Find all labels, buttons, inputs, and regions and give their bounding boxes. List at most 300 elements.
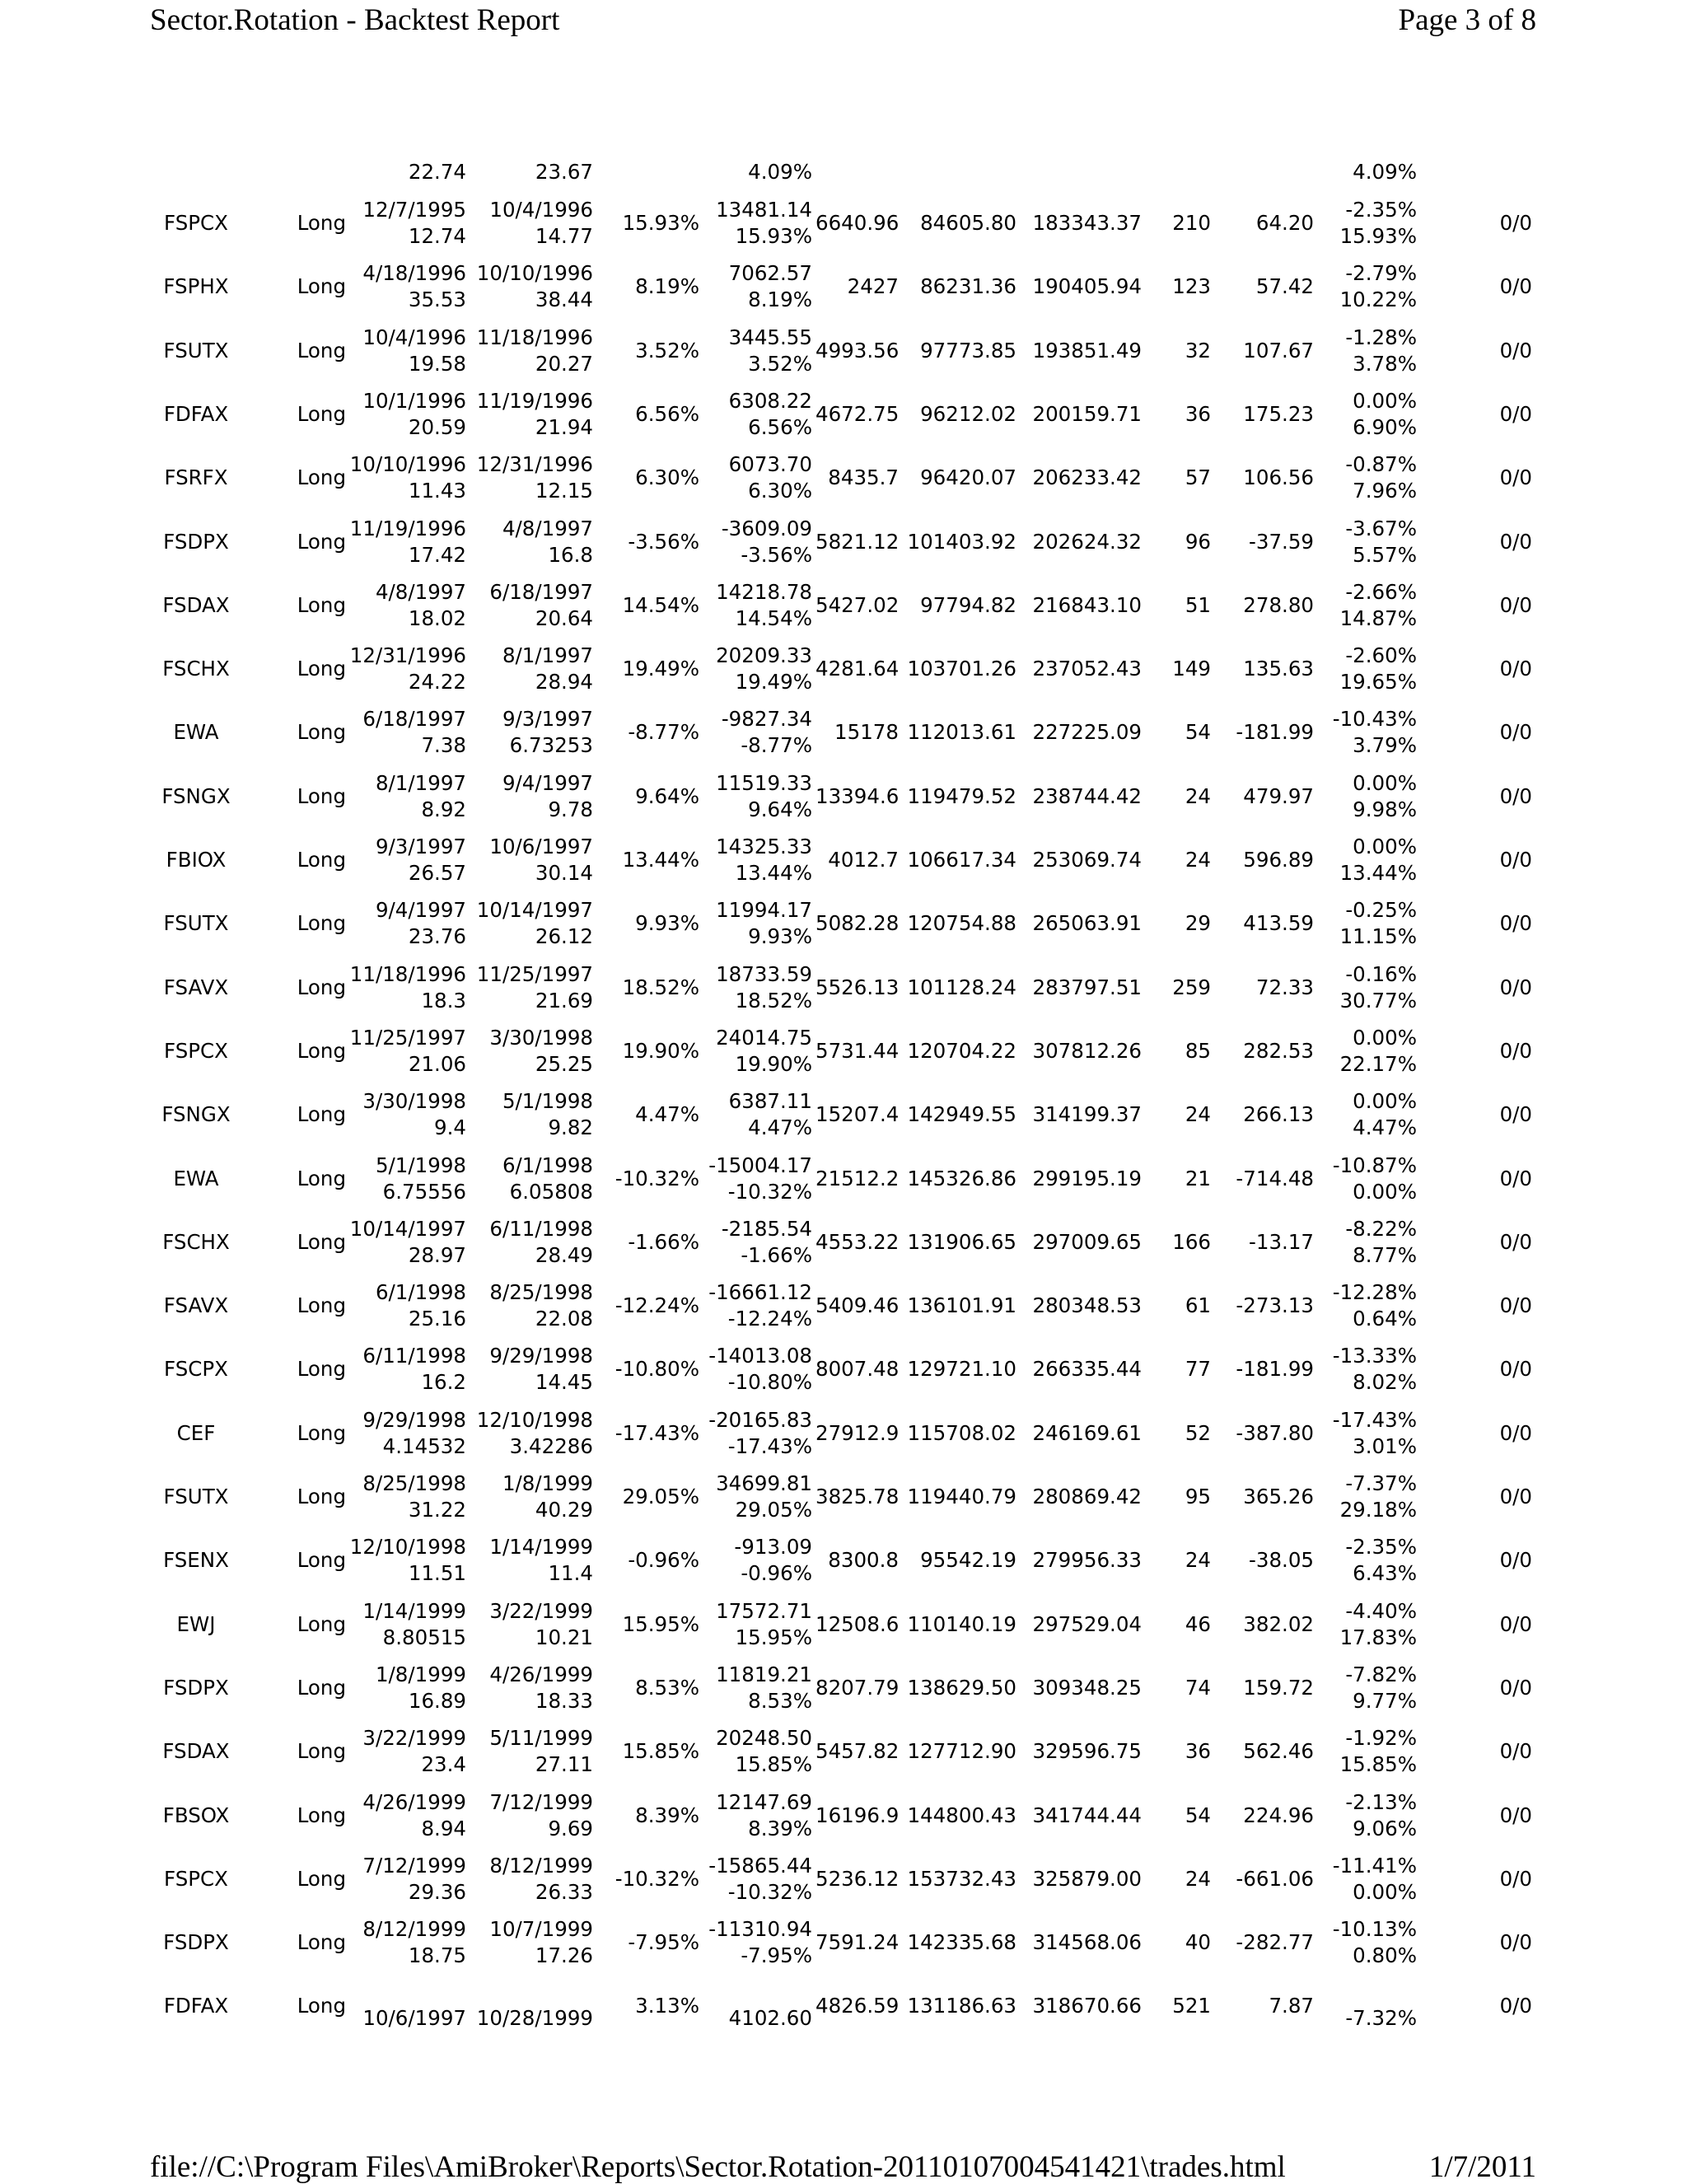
- entry-price: 21.06: [408, 1051, 466, 1076]
- exit-date: 4/8/1997: [502, 516, 593, 540]
- profit-pct: 15.93%: [735, 224, 812, 248]
- mae: -1.28%: [1345, 325, 1417, 349]
- equity-value: 202624.32: [1032, 529, 1142, 554]
- exit-price: 12.15: [535, 479, 593, 503]
- profit: -14013.08: [708, 1344, 812, 1368]
- bars-held: 77: [1185, 1357, 1211, 1382]
- exit-cell: [470, 446, 593, 510]
- entry-price: 20.59: [408, 414, 466, 439]
- profit-cell: [692, 1592, 812, 1657]
- entry-cell: [346, 828, 466, 892]
- bars-held: 54: [1185, 1803, 1211, 1827]
- exit-date: 8/1/1997: [502, 643, 593, 668]
- position-value: 5821.12: [815, 529, 900, 554]
- profit-per-bar: -181.99: [1236, 1357, 1314, 1382]
- cumulative-profit: 110140.19: [907, 1611, 1016, 1636]
- trade-type: Long: [297, 592, 346, 617]
- cumulative-profit: 95542.19: [920, 1548, 1016, 1573]
- scale-in-out: 0/0: [1499, 720, 1532, 745]
- entry-price: 4.14532: [382, 1433, 466, 1458]
- profit: 17572.71: [716, 1598, 812, 1623]
- symbol-cell: FBIOX: [166, 848, 227, 872]
- profit-pct: 8.39%: [748, 1816, 812, 1840]
- mae: -11.41%: [1332, 1853, 1417, 1878]
- bars-held: 61: [1185, 1293, 1211, 1318]
- entry-price: 11.43: [408, 479, 466, 503]
- exit-price: 9.82: [548, 1115, 593, 1140]
- bars-held: 46: [1185, 1611, 1211, 1636]
- mae: -8.22%: [1345, 1216, 1417, 1241]
- bars-held: 52: [1185, 1420, 1211, 1445]
- profit: 12147.69: [716, 1789, 812, 1814]
- equity-value: 307812.26: [1032, 1038, 1142, 1063]
- exit-date: 9/29/1998: [489, 1344, 593, 1368]
- mfe: 6.90%: [1353, 414, 1417, 439]
- cumulative-profit: 106617.34: [907, 848, 1016, 872]
- profit-per-bar: -661.06: [1236, 1866, 1314, 1891]
- entry-cell: [346, 382, 466, 447]
- trade-row: [0, 1592, 1687, 1657]
- scale-in-out: 0/0: [1499, 1994, 1532, 2018]
- profit: -11310.94: [708, 1917, 812, 1942]
- trade-type: Long: [297, 1739, 346, 1764]
- equity-value: 266335.44: [1032, 1357, 1142, 1382]
- entry-cell: [346, 891, 466, 956]
- scale-in-out: 0/0: [1499, 592, 1532, 617]
- mfe: 14.87%: [1339, 606, 1417, 630]
- profit: -15865.44: [708, 1853, 812, 1878]
- scale-in-out: 0/0: [1499, 1293, 1532, 1318]
- bars-held: 149: [1172, 657, 1211, 681]
- profit-per-bar: 479.97: [1243, 783, 1314, 808]
- mae-mfe-cell: [1318, 191, 1417, 255]
- mae-mfe-cell: [1318, 1719, 1417, 1784]
- trade-row-partial: [0, 1974, 1687, 2038]
- position-value: 27912.9: [815, 1420, 900, 1445]
- symbol-cell: EWA: [173, 720, 219, 745]
- scale-in-out: 0/0: [1499, 975, 1532, 999]
- mfe: 8.77%: [1353, 1242, 1417, 1267]
- exit-price: 16.8: [548, 542, 593, 567]
- entry-date: 4/8/1997: [375, 579, 466, 604]
- exit-price: 11.4: [548, 1561, 593, 1586]
- profit-pct: -10.32%: [727, 1879, 812, 1904]
- profit-per-bar: 7.87: [1269, 1994, 1314, 2018]
- entry-price: 22.74: [408, 160, 466, 184]
- trade-row: [0, 510, 1687, 574]
- entry-cell: [346, 1528, 466, 1592]
- change-percent: 3.13%: [635, 1994, 699, 2018]
- trade-type: Long: [297, 1675, 346, 1700]
- trade-row: [0, 700, 1687, 765]
- scale-in-out: 0/0: [1499, 657, 1532, 681]
- mfe: 19.65%: [1339, 670, 1417, 694]
- mae: -7.32%: [1345, 2006, 1417, 2031]
- profit-per-bar: -13.17: [1249, 1229, 1314, 1254]
- mae: -12.28%: [1332, 1280, 1417, 1305]
- profit-pct: 6.30%: [748, 479, 812, 503]
- mae: 0.00%: [1353, 770, 1417, 795]
- profit-cell: [692, 255, 812, 319]
- profit-per-bar: 106.56: [1243, 465, 1314, 490]
- change-percent: 19.90%: [622, 1038, 699, 1063]
- scale-in-out: 0/0: [1499, 338, 1532, 362]
- trade-row: [0, 891, 1687, 956]
- exit-price: 40.29: [535, 1498, 593, 1522]
- position-value: 4281.64: [815, 657, 900, 681]
- cumulative-profit: 115708.02: [907, 1420, 1016, 1445]
- profit-pct: 19.49%: [735, 670, 812, 694]
- exit-price: 14.77: [535, 224, 593, 248]
- mae: -0.87%: [1345, 452, 1417, 477]
- mfe: 22.17%: [1339, 1051, 1417, 1076]
- profit-per-bar: 135.63: [1243, 657, 1314, 681]
- exit-cell: [470, 1528, 593, 1592]
- profit-cell: [692, 1784, 812, 1848]
- mae: -2.35%: [1345, 198, 1417, 222]
- entry-date: 12/10/1998: [349, 1535, 466, 1560]
- entry-date: 3/22/1999: [362, 1726, 466, 1751]
- trade-type: Long: [297, 1357, 346, 1382]
- mfe: 0.00%: [1353, 1879, 1417, 1904]
- equity-value: 237052.43: [1032, 657, 1142, 681]
- scale-in-out: 0/0: [1499, 1357, 1532, 1382]
- scale-in-out: 0/0: [1499, 401, 1532, 426]
- equity-value: 183343.37: [1032, 211, 1142, 235]
- profit-pct: -17.43%: [727, 1433, 812, 1458]
- position-value: 3825.78: [815, 1485, 900, 1508]
- symbol-cell: FSNGX: [161, 1102, 231, 1127]
- mae-mfe-cell: [1318, 510, 1417, 574]
- cumulative-profit: 129721.10: [907, 1357, 1016, 1382]
- entry-date: 12/7/1995: [362, 198, 466, 222]
- mae: 0.00%: [1353, 388, 1417, 413]
- exit-price: 9.78: [548, 797, 593, 821]
- position-value: 5409.46: [815, 1293, 900, 1318]
- mae-mfe-cell: [1318, 382, 1417, 447]
- trade-type: Long: [297, 1611, 346, 1636]
- equity-value: 283797.51: [1032, 975, 1142, 999]
- exit-date: 6/11/1998: [489, 1216, 593, 1241]
- mfe: 9.77%: [1353, 1688, 1417, 1713]
- change-percent: -12.24%: [615, 1293, 699, 1318]
- cumulative-profit: 101403.92: [907, 529, 1016, 554]
- trade-row: [0, 1147, 1687, 1211]
- trade-type: Long: [297, 1229, 346, 1254]
- entry-date: 6/18/1997: [362, 707, 466, 732]
- entry-price: 9.4: [434, 1115, 466, 1140]
- exit-date: 9/3/1997: [502, 707, 593, 732]
- mae: -17.43%: [1332, 1407, 1417, 1432]
- cumulative-profit: 86231.36: [920, 274, 1016, 299]
- profit-per-bar: -282.77: [1236, 1930, 1314, 1955]
- trade-row: [0, 828, 1687, 892]
- position-value: 4012.7: [828, 848, 899, 872]
- profit-cell: [692, 1401, 812, 1466]
- mfe: 0.00%: [1353, 1179, 1417, 1204]
- trade-type: Long: [297, 1994, 346, 2018]
- exit-cell: [470, 573, 593, 638]
- change-percent: -1.66%: [628, 1229, 699, 1254]
- mae: -10.87%: [1332, 1153, 1417, 1177]
- exit-date: 4/26/1999: [489, 1662, 593, 1686]
- trade-row: [0, 446, 1687, 510]
- cumulative-profit: 97794.82: [920, 592, 1016, 617]
- profit-pct: -1.66%: [741, 1242, 812, 1267]
- cumulative-profit: 103701.26: [907, 657, 1016, 681]
- profit-per-bar: 159.72: [1243, 1675, 1314, 1700]
- profit-cell: [692, 1083, 812, 1147]
- profit: 11819.21: [716, 1662, 812, 1686]
- entry-cell: [346, 191, 466, 255]
- bars-held: 57: [1185, 465, 1211, 490]
- change-percent: 8.53%: [635, 1675, 699, 1700]
- mae-mfe-cell: [1318, 1592, 1417, 1657]
- position-value: 4826.59: [815, 1994, 900, 2018]
- profit-per-bar: 282.53: [1243, 1038, 1314, 1063]
- exit-price: 23.67: [535, 160, 593, 184]
- symbol-cell: FSUTX: [163, 1485, 229, 1508]
- position-value: 12508.6: [815, 1611, 900, 1636]
- profit-pct: -10.80%: [727, 1370, 812, 1395]
- cumulative-profit: 145326.86: [907, 1166, 1016, 1190]
- mfe: 9.98%: [1353, 797, 1417, 821]
- change-percent: -10.32%: [615, 1866, 699, 1891]
- mae-mfe-cell: [1318, 1847, 1417, 1911]
- symbol-cell: FSCHX: [162, 657, 230, 681]
- equity-value: 297529.04: [1032, 1611, 1142, 1636]
- bars-held: 32: [1185, 338, 1211, 362]
- mae: -1.92%: [1345, 1726, 1417, 1751]
- mfe: 15.85%: [1339, 1752, 1417, 1777]
- profit-pct: 14.54%: [735, 606, 812, 630]
- trade-row: [0, 956, 1687, 1020]
- mae: -2.35%: [1345, 1535, 1417, 1560]
- exit-cell: [470, 1274, 593, 1338]
- equity-value: 190405.94: [1032, 274, 1142, 299]
- exit-cell: [470, 1147, 593, 1211]
- profit-per-bar: 175.23: [1243, 401, 1314, 426]
- change-percent: 18.52%: [622, 975, 699, 999]
- position-value: 4993.56: [815, 338, 900, 362]
- entry-date: 9/4/1997: [375, 898, 466, 923]
- scale-in-out: 0/0: [1499, 1166, 1532, 1190]
- mae-mfe-cell: [1318, 1083, 1417, 1147]
- symbol-cell: FSDAX: [162, 592, 230, 617]
- exit-price: 38.44: [535, 288, 593, 312]
- scale-in-out: 0/0: [1499, 1803, 1532, 1827]
- position-value: 5731.44: [815, 1038, 900, 1063]
- mae-mfe-cell: [1318, 1784, 1417, 1848]
- trade-type: Long: [297, 975, 346, 999]
- symbol-cell: FSDAX: [162, 1739, 230, 1764]
- exit-cell: [470, 1592, 593, 1657]
- change-percent: -7.95%: [628, 1930, 699, 1955]
- profit-pct: 9.93%: [748, 924, 812, 949]
- profit-cell: [692, 637, 812, 701]
- equity-value: 325879.00: [1032, 1866, 1142, 1891]
- profit: 4102.60: [728, 2006, 812, 2031]
- scale-in-out: 0/0: [1499, 211, 1532, 235]
- change-percent: 14.54%: [622, 592, 699, 617]
- entry-date: 10/14/1997: [349, 1216, 466, 1241]
- scale-in-out: 0/0: [1499, 274, 1532, 299]
- trade-row: [0, 319, 1687, 383]
- profit-pct: -8.77%: [741, 733, 812, 758]
- mae-mfe-cell: [1318, 637, 1417, 701]
- exit-date: 9/4/1997: [502, 770, 593, 795]
- scale-in-out: 0/0: [1499, 783, 1532, 808]
- mae-mfe-cell: [1318, 956, 1417, 1020]
- scale-in-out: 0/0: [1499, 1038, 1532, 1063]
- print-date: 1/7/2011: [1428, 2150, 1536, 2184]
- mae-mfe-cell: [1318, 765, 1417, 829]
- exit-price: 22.08: [535, 1307, 593, 1331]
- cumulative-profit: 101128.24: [907, 975, 1016, 999]
- trade-row: [0, 637, 1687, 701]
- profit: 20248.50: [716, 1726, 812, 1751]
- symbol-cell: FSENX: [163, 1548, 229, 1573]
- profit-pct: -12.24%: [727, 1307, 812, 1331]
- exit-date: 7/12/1999: [489, 1789, 593, 1814]
- change-percent: -10.80%: [615, 1357, 699, 1382]
- position-value: 8435.7: [828, 465, 899, 490]
- mfe: 29.18%: [1339, 1498, 1417, 1522]
- entry-price: 31.22: [408, 1498, 466, 1522]
- scale-in-out: 0/0: [1499, 1102, 1532, 1127]
- exit-cell: [470, 828, 593, 892]
- symbol-cell: FSDPX: [163, 1930, 229, 1955]
- position-value: 8007.48: [815, 1357, 900, 1382]
- trade-row: [0, 1210, 1687, 1274]
- exit-cell: [470, 700, 593, 765]
- exit-price: 30.14: [535, 861, 593, 885]
- trade-type: Long: [297, 1485, 346, 1508]
- exit-cell: [470, 1784, 593, 1848]
- profit-cell: [692, 1019, 812, 1083]
- bars-held: 259: [1172, 975, 1211, 999]
- scale-in-out: 0/0: [1499, 1548, 1532, 1573]
- mae-mfe-cell: [1318, 1465, 1417, 1529]
- profit: -9827.34: [721, 707, 812, 732]
- mfe: 13.44%: [1339, 861, 1417, 885]
- mae-mfe-cell: [1318, 1401, 1417, 1466]
- bars-held: 54: [1185, 720, 1211, 745]
- exit-cell: [470, 1465, 593, 1529]
- profit-pct: 13.44%: [735, 861, 812, 885]
- exit-date: 10/10/1996: [476, 261, 593, 286]
- position-value: 4672.75: [815, 401, 900, 426]
- profit-cell: [692, 700, 812, 765]
- trade-row: [0, 1083, 1687, 1147]
- entry-date: 6/1/1998: [375, 1280, 466, 1305]
- profit-pct: 6.56%: [748, 414, 812, 439]
- bars-held: 521: [1172, 1994, 1211, 2018]
- profit-per-bar: 278.80: [1243, 592, 1314, 617]
- cumulative-profit: 119440.79: [907, 1485, 1016, 1508]
- profit-per-bar: 107.67: [1243, 338, 1314, 362]
- exit-cell: [470, 319, 593, 383]
- position-value: 15207.4: [815, 1102, 900, 1127]
- change-percent: 15.93%: [622, 211, 699, 235]
- exit-date: 6/1/1998: [502, 1153, 593, 1177]
- trade-type: Long: [297, 338, 346, 362]
- mae-mfe-cell: [1318, 1019, 1417, 1083]
- entry-price: 18.3: [421, 988, 466, 1012]
- mae-mfe-cell: [1318, 828, 1417, 892]
- mae-mfe-cell: [1318, 1656, 1417, 1720]
- profit: -2185.54: [721, 1216, 812, 1241]
- position-value: 16196.9: [815, 1803, 900, 1827]
- exit-cell: [470, 1656, 593, 1720]
- mfe: 30.77%: [1339, 988, 1417, 1012]
- mae: -2.66%: [1345, 579, 1417, 604]
- entry-cell: [346, 319, 466, 383]
- position-value: 2427: [847, 274, 899, 299]
- scale-in-out: 0/0: [1499, 529, 1532, 554]
- entry-price: 28.97: [408, 1242, 466, 1267]
- bars-held: 85: [1185, 1038, 1211, 1063]
- entry-price: 18.02: [408, 606, 466, 630]
- equity-value: 299195.19: [1032, 1166, 1142, 1190]
- change-percent: 6.30%: [635, 465, 699, 490]
- exit-price: 6.73253: [509, 733, 593, 758]
- bars-held: 29: [1185, 911, 1211, 936]
- entry-date: 3/30/1998: [362, 1089, 466, 1114]
- profit-cell: [692, 319, 812, 383]
- profit-pct: -0.96%: [741, 1561, 812, 1586]
- trade-type: Long: [297, 211, 346, 235]
- exit-price: 10.21: [535, 1625, 593, 1649]
- cumulative-profit: 120704.22: [907, 1038, 1016, 1063]
- entry-date: 1/8/1999: [375, 1662, 466, 1686]
- entry-date: 12/31/1996: [349, 643, 466, 668]
- cumulative-profit: 142335.68: [907, 1930, 1016, 1955]
- profit-per-bar: 365.26: [1243, 1485, 1314, 1508]
- trade-type: Long: [297, 1102, 346, 1127]
- scale-in-out: 0/0: [1499, 1739, 1532, 1764]
- entry-cell: [346, 1083, 466, 1147]
- page-number: Page 3 of 8: [1398, 3, 1536, 37]
- symbol-cell: FDFAX: [163, 401, 229, 426]
- entry-cell: [346, 1784, 466, 1848]
- exit-price: 20.64: [535, 606, 593, 630]
- trade-row: [0, 1847, 1687, 1911]
- trade-type: Long: [297, 274, 346, 299]
- entry-cell: [346, 1719, 466, 1784]
- change-percent: 8.19%: [635, 274, 699, 299]
- profit: 34699.81: [716, 1471, 812, 1495]
- entry-price: 17.42: [408, 542, 466, 567]
- trade-row: [0, 1465, 1687, 1529]
- symbol-cell: FSPCX: [164, 211, 228, 235]
- equity-value: 318670.66: [1032, 1994, 1142, 2018]
- change-percent: 9.64%: [635, 783, 699, 808]
- exit-date: 5/1/1998: [502, 1089, 593, 1114]
- profit-pct: 15.85%: [735, 1752, 812, 1777]
- entry-cell: [346, 510, 466, 574]
- change-percent: -8.77%: [628, 720, 699, 745]
- entry-cell: [346, 1337, 466, 1401]
- profit: 18733.59: [716, 961, 812, 986]
- exit-price: 28.94: [535, 670, 593, 694]
- entry-date: 10/4/1996: [362, 325, 466, 349]
- bars-held: 74: [1185, 1675, 1211, 1700]
- profit: 6308.22: [728, 388, 812, 413]
- bars-held: 24: [1185, 1102, 1211, 1127]
- exit-cell: [470, 637, 593, 701]
- exit-date: 6/18/1997: [489, 579, 593, 604]
